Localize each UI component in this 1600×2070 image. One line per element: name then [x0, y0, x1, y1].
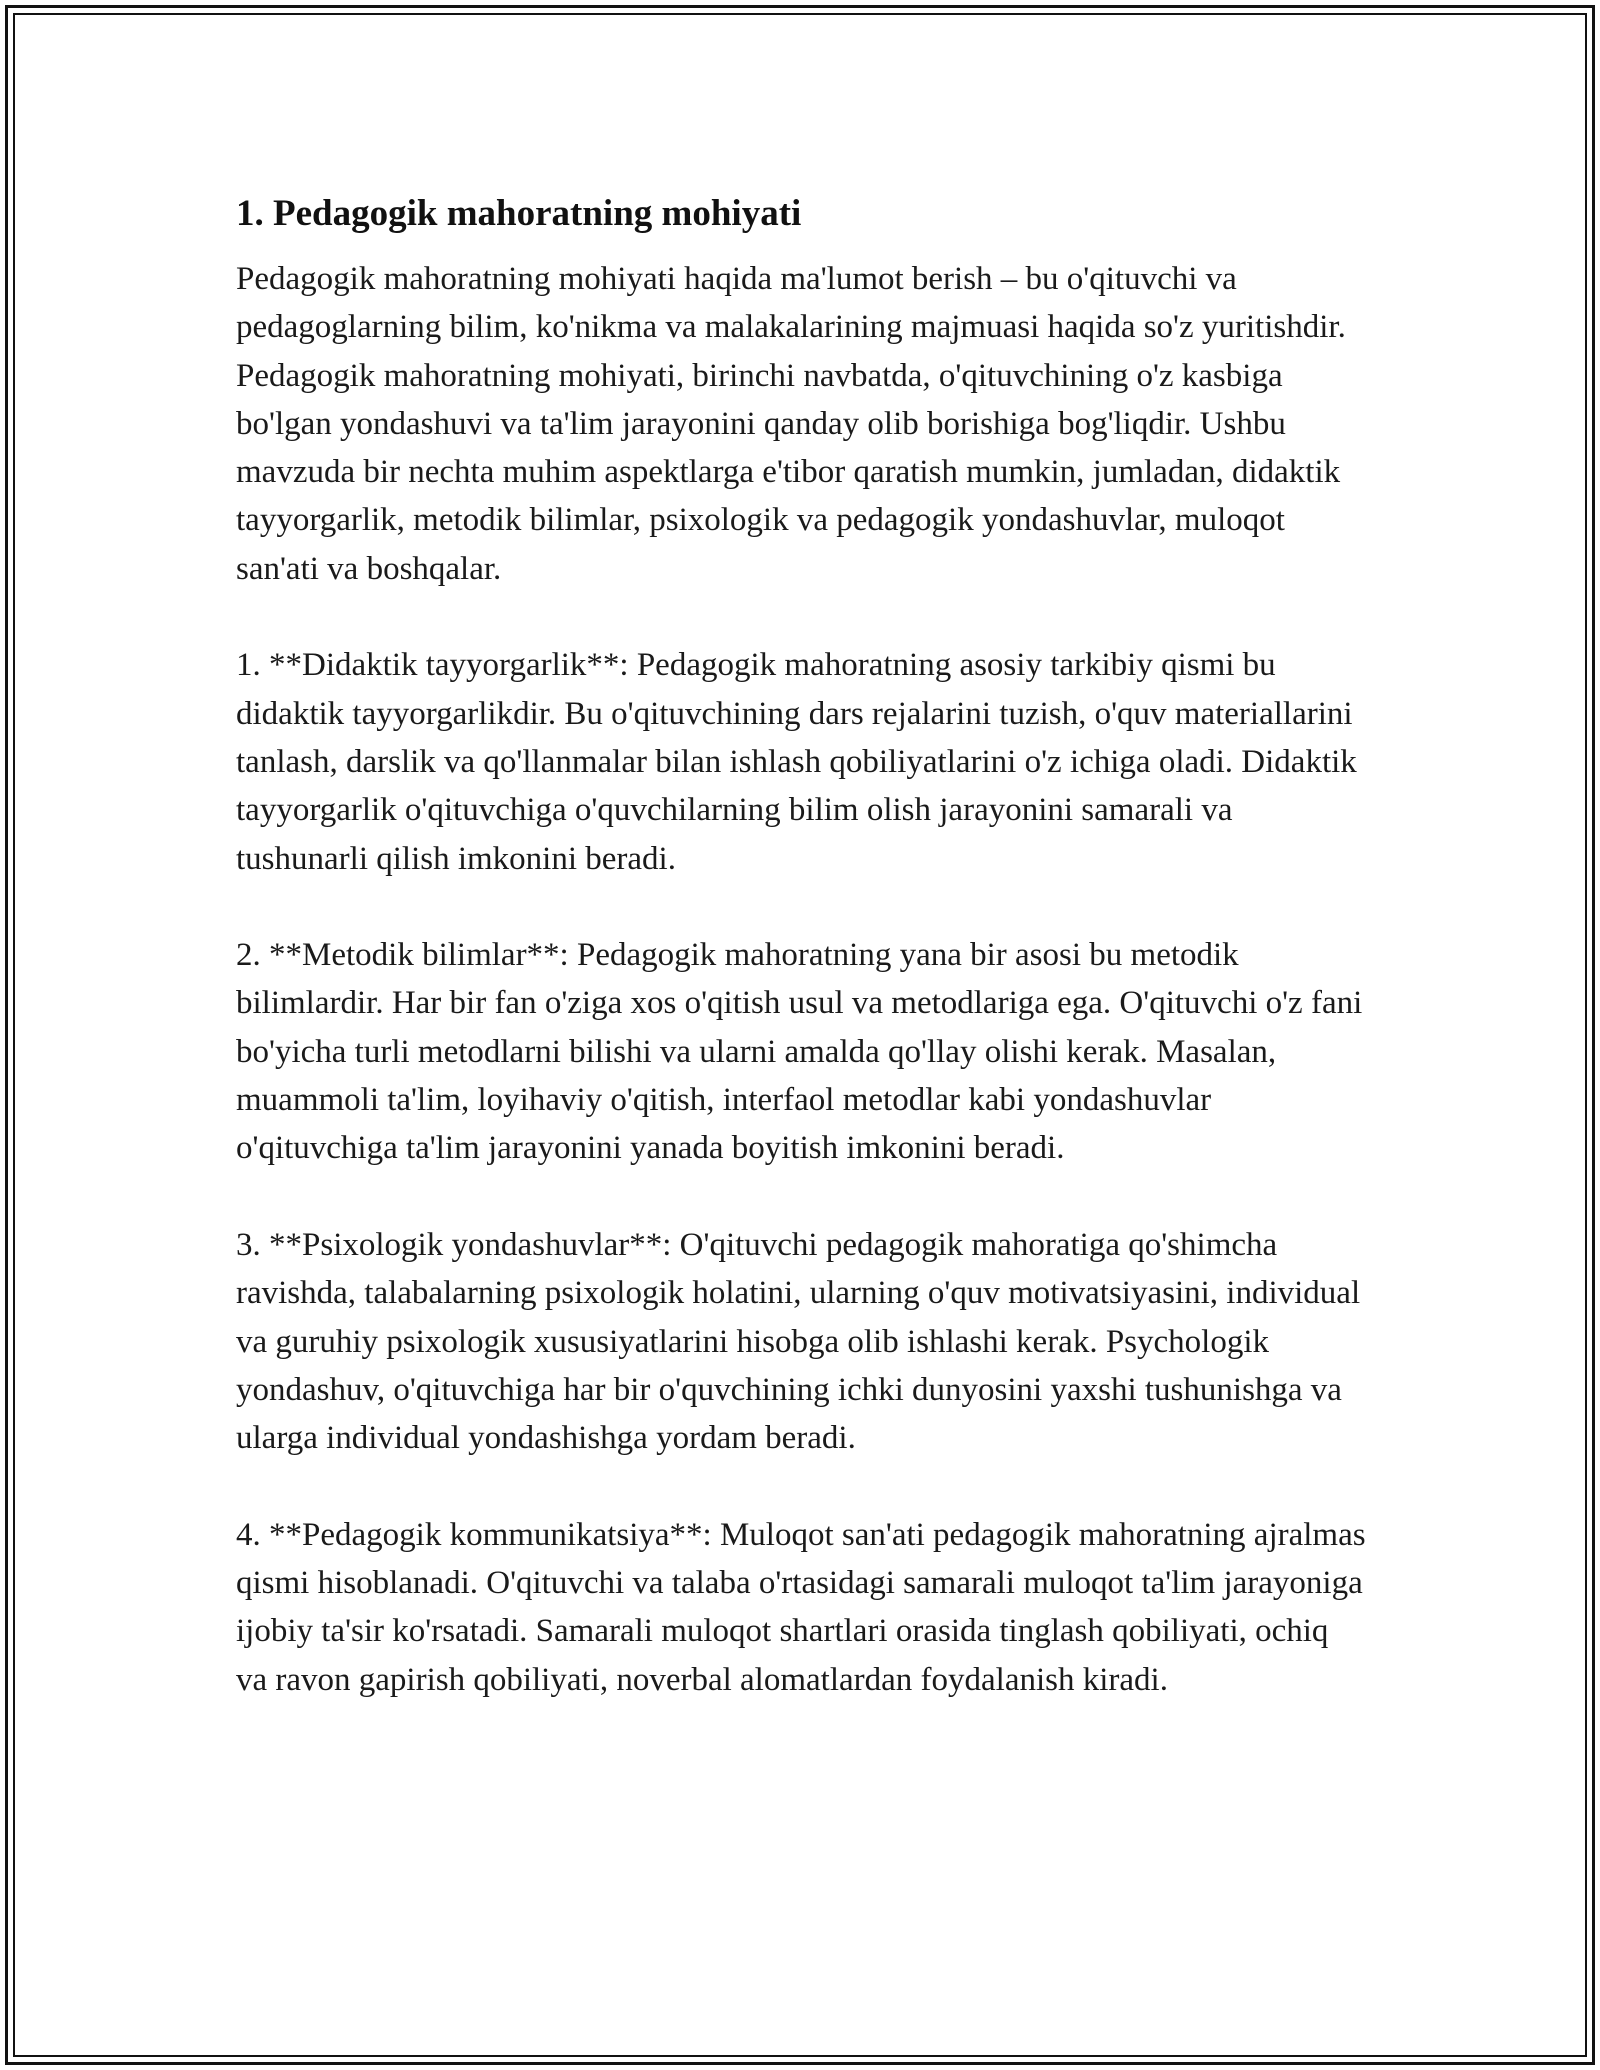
paragraph-pedagogik-kommunikatsiya: 4. **Pedagogik kommunikatsiya**: Muloqot san'ati pedagogik mahoratning ajralmas qismi hisoblanadi. O'qituvchi va talaba o'rtasidagi samarali muloqot ta'lim jarayoniga ijobiy ta'sir ko'rsatadi. Samarali muloqot shartlari orasida tinglash qobiliyati, ochiq va ravon gapirish qobiliyati, noverbal alomatlardan foydalanish kiradi. [236, 1516, 1366, 1698]
document-body [236, 185, 1366, 1704]
paragraph-didaktik-tayyorgarlik: 1. **Didaktik tayyorgarlik**: Pedagogik mahoratning asosiy tarkibiy qismi bu didaktik tayyorgarlikdir. Bu o'qituvchining dars rejalarini tuzish, o'quv materiallarini tanlash, darslik va qo'llanmalar bilan ishlash qobiliyatlarini o'z ichiga oladi. Didaktik tayyorgarlik o'qituvchiga o'quvchilarning bilim olish jarayonini samarali va tushunarli qilish imkonini beradi. [236, 647, 1357, 877]
section-heading: 1. Pedagogik mahoratning mohiyati [236, 193, 802, 234]
paragraph-psixologik-yondashuvlar: 3. **Psixologik yondashuvlar**: O'qituvchi pedagogik mahoratiga qo'shimcha ravishda, talabalarning psixologik holatini, ularning o'quv motivatsiyasini, individual va guruhiy psixologik xususiyatlarini hisobga olib ishlashi kerak. Psychologik yondashuv, o'qituvchiga har bir o'quvchining ichki dunyosini yaxshi tushunishga va ularga individual yondashishga yordam beradi. [236, 1226, 1361, 1457]
intro-paragraph: Pedagogik mahoratning mohiyati haqida ma'lumot berish – bu o'qituvchi va pedagoglarning bilim, ko'nikma va malakalarining majmuasi haqida so'z yuritishdir. Pedagogik mahoratning mohiyati, birinchi navbatda, o'qituvchining o'z kasbiga bo'lgan yondashuvi va ta'lim jarayonini qanday olib borishiga bog'liqdir. Ushbu mavzuda bir nechta muhim aspektlarga e'tibor qaratish mumkin, jumladan, didaktik tayyorgarlik, metodik bilimlar, psixologik va pedagogik yondashuvlar, muloqot san'ati va boshqalar. [236, 261, 1346, 587]
paragraph-metodik-bilimlar: 2. **Metodik bilimlar**: Pedagogik mahoratning yana bir asosi bu metodik bilimlardir. Har bir fan o'ziga xos o'qitish usul va metodlariga ega. O'qituvchi o'z fani bo'yicha turli metodlarni bilishi va ularni amalda qo'llay olishi kerak. Masalan, muammoli ta'lim, loyihaviy o'qitish, interfaol metodlar kabi yondashuvlar o'qituvchiga ta'lim jarayonini yanada boyitish imkonini beradi. [236, 937, 1363, 1167]
